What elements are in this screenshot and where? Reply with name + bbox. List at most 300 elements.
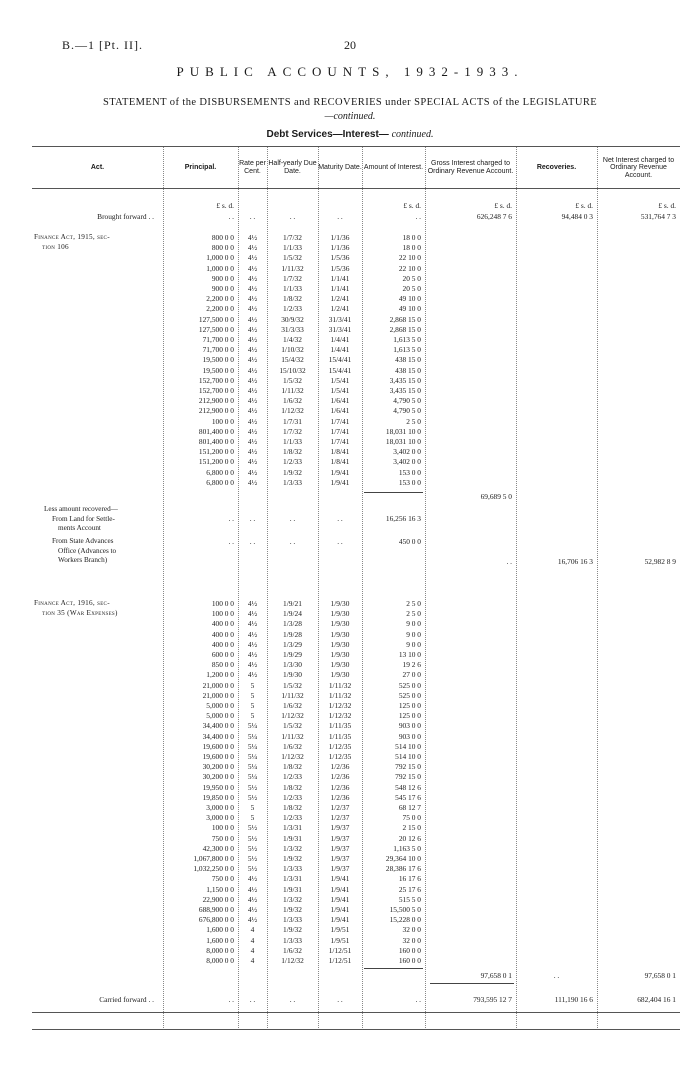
principal-cell: 750 0 0 (211, 833, 234, 843)
rate-cell: 5½ (247, 782, 258, 792)
less-land-amount: 16,256 16 3 (385, 514, 421, 523)
maturity-cell: 1/9/30 (330, 599, 350, 608)
section2-gross-total: 97,658 0 1 (480, 971, 512, 980)
principal-cell: 71,700 0 0 (202, 345, 234, 355)
table-row (0, 417, 700, 427)
due-date-cell: 1/8/32 (283, 762, 302, 772)
section-title-bold: Debt Services—Interest (266, 129, 379, 140)
principal-cell: 3,000 0 0 (206, 813, 234, 823)
maturity-cell: 1/6/41 (330, 396, 350, 406)
maturity-cell: 1/9/51 (330, 925, 350, 935)
maturity-cell: 1/9/51 (330, 935, 350, 945)
principal-cell: 19,500 0 0 (202, 365, 234, 375)
table-row (0, 325, 700, 335)
interest-cell: 20 5 0 (402, 273, 421, 283)
table-row (0, 609, 700, 619)
principal-cell: 600 0 0 (211, 650, 234, 659)
principal-cell: 900 0 0 (211, 273, 234, 283)
table-row (0, 345, 700, 355)
interest-cell: 3,435 15 0 (389, 375, 421, 385)
interest-cell: 1,613 5 0 (393, 335, 421, 344)
principal-cell: 34,400 0 0 (202, 731, 234, 741)
less-state-amount: 450 0 0 (398, 537, 421, 546)
rate-cell: 4½ (247, 314, 258, 324)
dots: . . (289, 995, 296, 1004)
rate-cell: 4½ (247, 447, 258, 457)
state-line3: Workers Branch) (58, 556, 108, 564)
table-row (0, 956, 700, 966)
section1-act-line2: tion 106 (42, 242, 69, 251)
maturity-cell: 1/9/30 (330, 629, 350, 639)
less-state-row (0, 537, 700, 547)
table-row (0, 630, 700, 640)
interest-cell: 525 0 0 (398, 690, 421, 700)
due-date-cell: 1/3/33 (283, 915, 302, 925)
due-date-cell: 1/3/33 (283, 935, 302, 945)
rate-cell: 5¼ (247, 752, 258, 761)
due-date-cell: 1/3/28 (283, 619, 302, 629)
table-row (0, 355, 700, 365)
header-act: Act. (90, 164, 105, 172)
rate-cell: 5½ (247, 833, 258, 843)
statement-continued: —continued. (324, 111, 376, 122)
interest-cell: 2 5 0 (406, 599, 421, 608)
rate-cell: 4½ (247, 477, 258, 487)
table-row (0, 915, 700, 925)
interest-cell: 2,868 15 0 (389, 314, 421, 324)
carried-forward-recoveries: 111,190 16 6 (554, 995, 593, 1004)
interest-cell: 25 17 6 (398, 884, 421, 894)
due-date-cell: 1/5/32 (283, 253, 302, 263)
rate-cell: 5 (250, 690, 255, 700)
table-row (0, 691, 700, 701)
table-row (0, 366, 700, 376)
brought-forward-net: 531,764 7 3 (640, 212, 676, 221)
due-date-cell: 1/7/32 (283, 426, 302, 436)
maturity-cell: 1/9/30 (330, 670, 350, 680)
maturity-cell: 1/9/30 (330, 619, 350, 629)
due-date-cell: 1/4/32 (283, 335, 302, 344)
interest-cell: 22 10 0 (398, 253, 421, 263)
header-maturity: Maturity Date. (318, 164, 362, 172)
rate-cell: 4½ (247, 233, 258, 242)
due-date-cell: 1/10/32 (281, 345, 304, 355)
maturity-cell: 1/2/41 (330, 304, 350, 314)
due-date-cell: 1/12/32 (281, 752, 304, 761)
maturity-cell: 1/12/35 (328, 741, 352, 751)
rate-cell: 4½ (247, 386, 258, 395)
table-row (0, 711, 700, 721)
principal-cell: 1,150 0 0 (206, 884, 234, 894)
table-row (0, 905, 700, 915)
principal-cell: 400 0 0 (211, 619, 234, 629)
interest-cell: 15,228 0 0 (389, 915, 421, 925)
principal-cell: 127,500 0 0 (198, 314, 234, 324)
interest-cell: 160 0 0 (398, 945, 421, 955)
interest-cell: 18 0 0 (402, 233, 421, 242)
rate-cell: 4½ (247, 406, 258, 416)
maturity-cell: 1/11/35 (328, 731, 352, 741)
maturity-cell: 1/11/32 (328, 690, 352, 700)
interest-cell: 49 10 0 (398, 294, 421, 304)
due-date-cell: 1/6/32 (283, 741, 302, 751)
interest-cell: 438 15 0 (395, 365, 421, 375)
table-row (0, 701, 700, 711)
principal-cell: 100 0 0 (211, 599, 234, 608)
interest-cell: 22 10 0 (398, 263, 421, 273)
principal-cell: 212,900 0 0 (198, 406, 234, 416)
rate-cell: 4½ (247, 396, 258, 406)
interest-cell: 16 17 6 (398, 874, 421, 884)
interest-cell: 32 0 0 (402, 925, 421, 935)
header-bottom-rule (32, 188, 680, 189)
table-row (0, 813, 700, 823)
due-date-cell: 1/1/33 (283, 284, 302, 293)
maturity-cell: 1/9/37 (330, 854, 350, 863)
due-date-cell: 31/3/33 (281, 324, 304, 334)
rate-cell: 4½ (247, 437, 258, 446)
less-line1: Less amount recovered— (44, 505, 118, 513)
rate-cell: 4½ (247, 324, 258, 334)
table-row (0, 854, 700, 864)
dots: . . (289, 212, 296, 221)
principal-cell: 100 0 0 (211, 416, 234, 426)
due-date-cell: 1/3/31 (283, 874, 302, 884)
header-principal: Principal. (184, 164, 217, 172)
maturity-cell: 1/5/41 (330, 386, 350, 395)
due-date-cell: 1/12/32 (281, 956, 304, 965)
interest-cell: 153 0 0 (398, 477, 421, 487)
maturity-cell: 1/2/37 (330, 803, 350, 812)
due-date-cell: 1/5/32 (283, 680, 302, 690)
principal-cell: 750 0 0 (211, 874, 234, 884)
maturity-cell: 1/9/41 (330, 477, 350, 487)
interest-cell: 1,163 5 0 (393, 843, 421, 853)
rate-cell: 5 (250, 803, 255, 812)
principal-cell: 19,500 0 0 (202, 355, 234, 365)
rate-cell: 4½ (247, 467, 258, 477)
table-row (0, 895, 700, 905)
table-row (0, 233, 700, 243)
maturity-cell: 1/4/41 (330, 345, 350, 355)
table-row (0, 823, 700, 833)
principal-cell: 801,400 0 0 (198, 426, 234, 436)
interest-cell: 49 10 0 (398, 304, 421, 314)
brought-forward-label: Brought forward . . (97, 212, 154, 221)
principal-cell: 800 0 0 (211, 243, 234, 253)
interest-cell: 525 0 0 (398, 680, 421, 690)
rate-cell: 4 (250, 956, 255, 965)
due-date-cell: 1/9/28 (283, 629, 302, 639)
dots: . . (337, 514, 343, 523)
interest-cell: 9 0 0 (406, 629, 421, 639)
rate-cell: 5½ (247, 823, 258, 833)
table-row (0, 772, 700, 782)
table-row (0, 783, 700, 793)
table-row (0, 274, 700, 284)
brought-forward-row (0, 212, 700, 222)
interest-cell: 32 0 0 (402, 935, 421, 945)
principal-cell: 21,000 0 0 (202, 690, 234, 700)
maturity-cell: 1/9/41 (330, 467, 350, 477)
due-date-cell: 1/8/32 (283, 782, 302, 792)
section1-act-line1: Finance Act, 1915, sec- (34, 233, 110, 241)
principal-cell: 688,900 0 0 (198, 905, 234, 914)
maturity-cell: 1/9/30 (330, 609, 350, 619)
interest-cell: 548 12 6 (395, 782, 421, 792)
principal-cell: 152,700 0 0 (198, 386, 234, 395)
due-date-cell: 1/9/31 (283, 833, 302, 843)
dots: . . (228, 995, 234, 1004)
lsd-recoveries: £ s. d. (575, 201, 593, 210)
maturity-cell: 15/4/41 (328, 355, 352, 365)
interest-cell: 2,868 15 0 (389, 324, 421, 334)
section2-act-line2: tion 35 (War Expenses) (42, 608, 118, 617)
due-date-cell: 1/3/31 (283, 823, 302, 833)
table-row (0, 834, 700, 844)
table-row (0, 264, 700, 274)
rate-cell: 4½ (247, 375, 258, 385)
table-bottom-rule (32, 1029, 680, 1030)
dots: . . (337, 995, 343, 1004)
principal-cell: 212,900 0 0 (198, 396, 234, 406)
due-date-cell: 30/9/32 (281, 314, 304, 324)
dots: . . (337, 212, 343, 221)
maturity-cell: 1/8/41 (330, 447, 350, 457)
maturity-cell: 1/12/51 (328, 956, 352, 965)
section2-act-line1: Finance Act, 1916, sec- (34, 599, 110, 607)
table-row (0, 294, 700, 304)
rate-cell: 4½ (247, 243, 258, 253)
maturity-cell: 31/3/41 (328, 314, 352, 324)
due-date-cell: 1/9/32 (283, 854, 302, 863)
due-date-cell: 1/7/32 (283, 273, 302, 283)
interest-cell: 9 0 0 (406, 639, 421, 649)
section2-gross-rule (430, 983, 514, 984)
statement-title: STATEMENT of the DISBURSEMENTS and RECOVERIES under SPECIAL ACTS of the LEGISLATURE (102, 97, 598, 108)
due-date-cell: 1/3/33 (283, 864, 302, 874)
principal-cell: 34,400 0 0 (202, 721, 234, 731)
section-title: Debt Services—Interest— continued. (266, 129, 434, 140)
section1-net-total: 52,982 8 9 (644, 557, 676, 566)
due-date-cell: 1/3/32 (283, 843, 302, 853)
due-date-cell: 1/12/32 (281, 406, 304, 416)
interest-cell: 19 2 6 (402, 660, 421, 670)
dots: . . (415, 995, 421, 1004)
maturity-cell: 1/8/41 (330, 457, 350, 467)
maturity-cell: 1/12/32 (328, 711, 352, 721)
interest-cell: 792 15 0 (395, 772, 421, 782)
principal-cell: 400 0 0 (211, 639, 234, 649)
principal-cell: 21,000 0 0 (202, 680, 234, 690)
due-date-cell: 1/8/32 (283, 803, 302, 812)
due-date-cell: 1/8/32 (283, 294, 302, 304)
state-line1: From State Advances (52, 537, 114, 545)
interest-cell: 2 15 0 (402, 823, 421, 833)
rate-cell: 4½ (247, 426, 258, 436)
principal-cell: 19,850 0 0 (202, 792, 234, 802)
rate-cell: 4½ (247, 599, 258, 608)
principal-cell: 1,000 0 0 (206, 253, 234, 263)
interest-cell: 903 0 0 (398, 731, 421, 741)
maturity-cell: 1/1/36 (330, 233, 350, 242)
rate-cell: 4½ (247, 905, 258, 914)
table-row (0, 243, 700, 253)
interest-cell: 18,031 10 0 (385, 426, 421, 436)
due-date-cell: 1/9/32 (283, 467, 302, 477)
maturity-cell: 1/9/41 (330, 905, 350, 914)
principal-cell: 2,200 0 0 (206, 304, 234, 314)
interest-cell: 545 17 6 (395, 792, 421, 802)
section2-sum-rule (364, 968, 423, 969)
interest-cell: 9 0 0 (406, 619, 421, 629)
maturity-cell: 1/9/30 (330, 650, 350, 659)
section1-totals-row (0, 557, 700, 567)
principal-cell: 5,000 0 0 (206, 711, 234, 721)
rate-cell: 5¼ (247, 721, 258, 731)
rate-cell: 4½ (247, 874, 258, 884)
table-row (0, 721, 700, 731)
principal-cell: 8,000 0 0 (206, 956, 234, 965)
header-halfyearly: Half-yearly Due Date. (268, 160, 317, 175)
principal-cell: 151,200 0 0 (198, 457, 234, 467)
interest-cell: 125 0 0 (398, 701, 421, 710)
dots: . . (249, 995, 256, 1004)
page-number: 20 (344, 38, 356, 52)
rate-cell: 4½ (247, 284, 258, 293)
due-date-cell: 15/4/32 (281, 355, 304, 365)
table-row (0, 936, 700, 946)
due-date-cell: 1/1/33 (283, 437, 302, 446)
principal-cell: 1,000 0 0 (206, 263, 234, 273)
due-date-cell: 1/7/31 (283, 416, 302, 426)
maturity-cell: 1/12/51 (328, 945, 352, 955)
rate-cell: 4½ (247, 629, 258, 639)
dots: . . (249, 514, 256, 523)
rate-cell: 4½ (247, 335, 258, 344)
dots: . . (289, 537, 296, 546)
due-date-cell: 1/2/33 (283, 772, 302, 782)
maturity-cell: 1/2/37 (330, 813, 350, 823)
principal-cell: 1,600 0 0 (206, 935, 234, 945)
rate-cell: 5 (250, 701, 255, 710)
due-date-cell: 15/10/32 (279, 365, 306, 375)
interest-cell: 438 15 0 (395, 355, 421, 365)
interest-cell: 75 0 0 (402, 813, 421, 823)
rate-cell: 5½ (247, 843, 258, 853)
due-date-cell: 1/11/32 (281, 731, 304, 741)
principal-cell: 8,000 0 0 (206, 945, 234, 955)
table-top-rule (32, 146, 680, 147)
due-date-cell: 1/2/33 (283, 792, 302, 802)
maturity-cell: 1/9/37 (330, 864, 350, 874)
rate-cell: 4½ (247, 294, 258, 304)
table-row (0, 335, 700, 345)
interest-cell: 20 12 6 (398, 833, 421, 843)
principal-cell: 801,400 0 0 (198, 437, 234, 446)
maturity-cell: 1/9/41 (330, 874, 350, 884)
maturity-cell: 1/2/36 (330, 762, 350, 772)
table-row (0, 376, 700, 386)
carried-forward-gross: 793,595 12 7 (473, 995, 512, 1004)
maturity-cell: 1/5/41 (330, 375, 350, 385)
principal-cell: 127,500 0 0 (198, 324, 234, 334)
maturity-cell: 1/5/36 (330, 253, 350, 263)
interest-cell: 903 0 0 (398, 721, 421, 731)
table-row (0, 874, 700, 884)
due-date-cell: 1/11/32 (281, 690, 304, 700)
header-rate: Rate per Cent. (239, 160, 266, 175)
interest-cell: 514 10 0 (395, 752, 421, 761)
maturity-cell: 1/9/37 (330, 823, 350, 833)
principal-cell: 30,200 0 0 (202, 772, 234, 782)
dots: . . (249, 537, 256, 546)
principal-cell: 19,600 0 0 (202, 752, 234, 761)
table-row (0, 670, 700, 680)
rate-cell: 4½ (247, 670, 258, 680)
maturity-cell: 1/7/41 (330, 437, 350, 446)
carried-forward-label: Carried forward . . (99, 995, 154, 1004)
lsd-net: £ s. d. (658, 201, 676, 210)
principal-cell: 152,700 0 0 (198, 375, 234, 385)
rate-cell: 5¼ (247, 772, 258, 782)
principal-cell: 2,200 0 0 (206, 294, 234, 304)
table-row (0, 762, 700, 772)
table-row (0, 925, 700, 935)
table-row (0, 803, 700, 813)
due-date-cell: 1/5/32 (283, 375, 302, 385)
rate-cell: 5½ (247, 792, 258, 802)
table-row (0, 284, 700, 294)
due-date-cell: 1/9/31 (283, 884, 302, 894)
header-net: Net Interest charged to Ordinary Revenue Account. (602, 156, 675, 179)
principal-cell: 1,200 0 0 (206, 670, 234, 680)
header-amount: Amount of Interest. (363, 164, 424, 172)
section2-net-total: 97,658 0 1 (644, 971, 676, 980)
rate-cell: 4 (250, 945, 255, 955)
maturity-cell: 1/12/35 (328, 752, 352, 761)
due-date-cell: 1/3/30 (283, 660, 302, 670)
principal-cell: 30,200 0 0 (202, 762, 234, 772)
principal-cell: 3,000 0 0 (206, 803, 234, 812)
due-date-cell: 1/2/33 (283, 457, 302, 467)
interest-cell: 2 5 0 (406, 609, 421, 619)
rate-cell: 4½ (247, 915, 258, 925)
due-date-cell: 1/2/33 (283, 304, 302, 314)
due-date-cell: 1/3/32 (283, 894, 302, 904)
maturity-cell: 1/9/37 (330, 833, 350, 843)
rate-cell: 4½ (247, 253, 258, 263)
carried-forward-net: 682,404 16 1 (637, 995, 676, 1004)
section-title-italic: continued. (391, 129, 434, 140)
maturity-cell: 1/2/36 (330, 782, 350, 792)
interest-cell: 3,435 15 0 (389, 386, 421, 395)
due-date-cell: 1/6/32 (283, 945, 302, 955)
principal-cell: 1,067,800 0 0 (193, 854, 234, 863)
rate-cell: 4½ (247, 650, 258, 659)
dots: . . (228, 212, 234, 221)
maturity-cell: 1/1/41 (330, 273, 350, 283)
brought-forward-recoveries: 94,484 0 3 (561, 212, 593, 221)
table-row (0, 619, 700, 629)
rate-cell: 4½ (247, 355, 258, 365)
due-date-cell: 1/7/32 (283, 233, 302, 242)
interest-cell: 792 15 0 (395, 762, 421, 772)
maturity-cell: 1/7/41 (330, 426, 350, 436)
table-row (0, 864, 700, 874)
interest-cell: 515 5 0 (398, 894, 421, 904)
table-row (0, 742, 700, 752)
